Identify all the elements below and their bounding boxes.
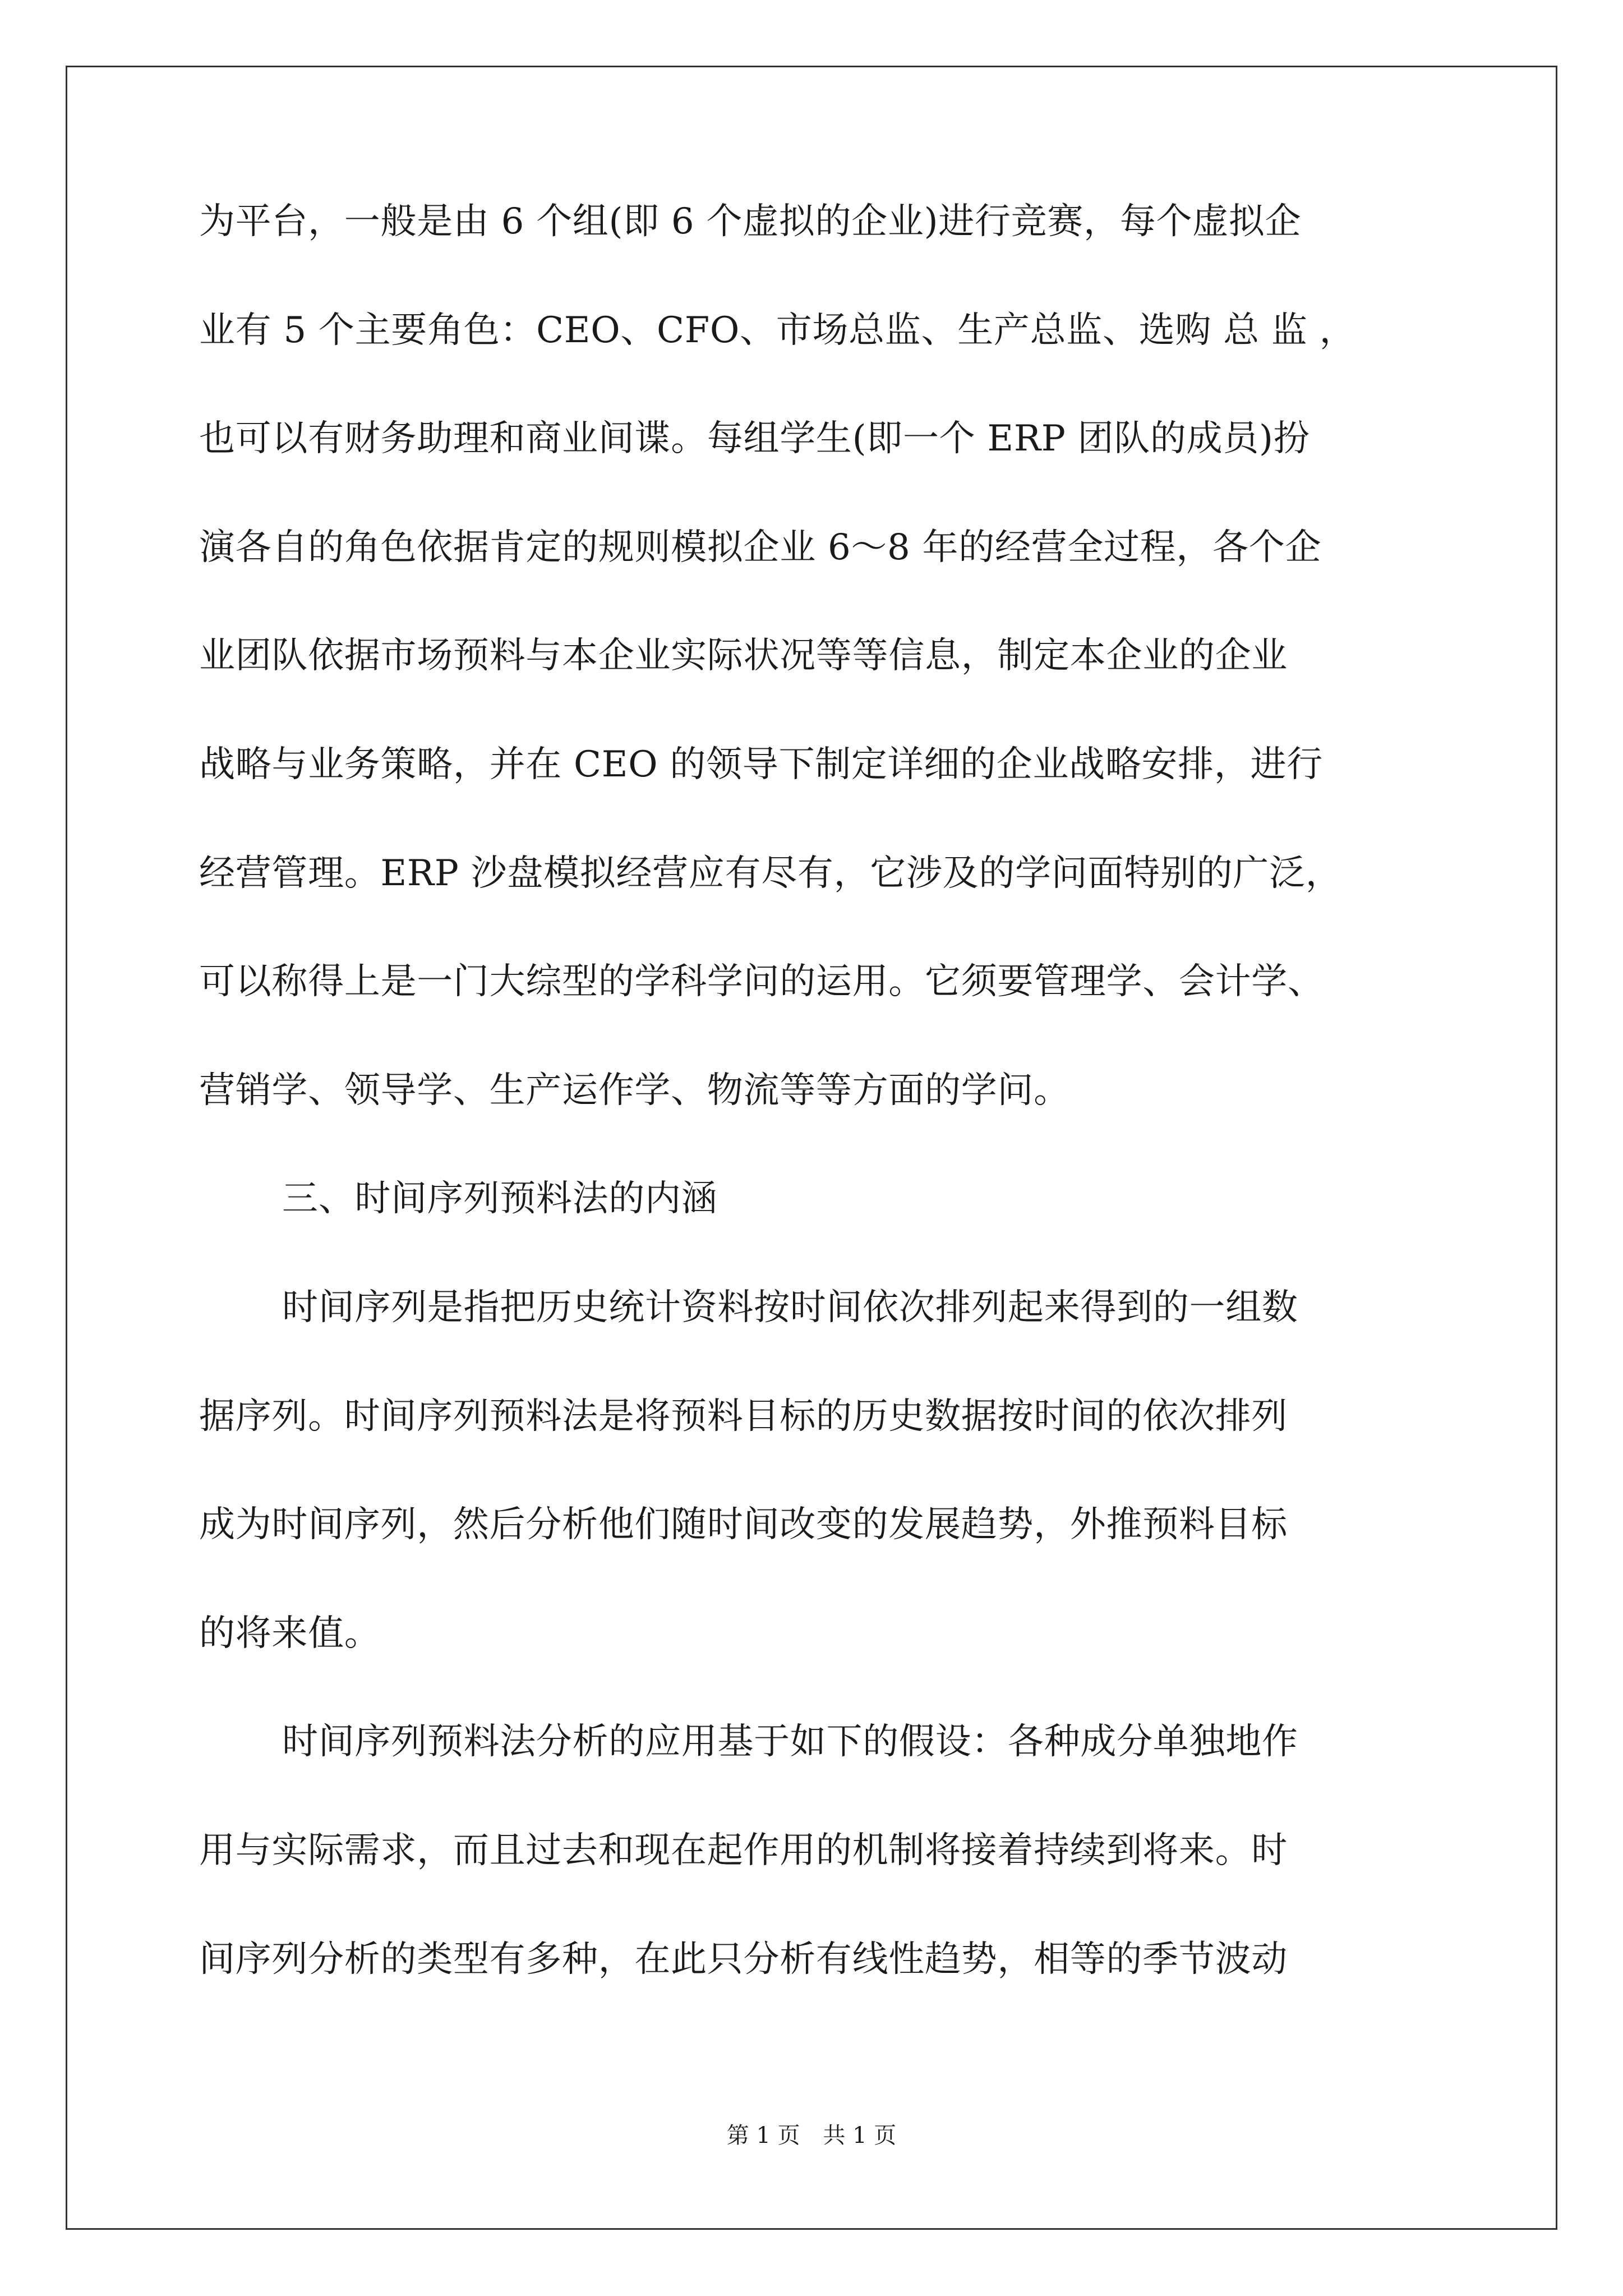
page-number: 第 1 页: [726, 2123, 800, 2148]
text-line-7: 经营管理。ERP 沙盘模拟经营应有尽有，它涉及的学问面特别的广泛，: [199, 852, 1342, 894]
document-body: [199, 199, 1438, 2045]
text-line-16: 用与实际需求，而且过去和现在起作用的机制将接着持续到将来。时: [199, 1829, 1288, 1871]
text-line-11: 时间序列是指把历史统计资料按时间依次排列起来得到的一组数: [282, 1286, 1298, 1328]
text-line-12: 据序列。时间序列预料法是将预料目标的历史数据按时间的依次排列: [199, 1395, 1288, 1437]
page-footer: [0, 2122, 1623, 2150]
text-line-3: 也可以有财务助理和商业间谍。每组学生(即一个 ERP 团队的成员)扮: [199, 418, 1310, 460]
text-line-15: 时间序列预料法分析的应用基于如下的假设：各种成分单独地作: [282, 1721, 1298, 1763]
text-line-8: 可以称得上是一门大综型的学科学问的运用。它须要管理学、会计学、: [199, 961, 1324, 1003]
text-line-5: 业团队依据市场预料与本企业实际状况等等信息，制定本企业的企业: [199, 635, 1288, 677]
text-line-6: 战略与业务策略，并在 CEO 的领导下制定详细的企业战略安排，进行: [199, 743, 1323, 785]
text-line-2: 业有 5 个主要角色：CEO、CFO、市场总监、生产总监、选购 总 监 ，: [199, 309, 1356, 351]
text-line-14: 的将来值。: [199, 1612, 381, 1654]
text-line-9: 营销学、领导学、生产运作学、物流等等方面的学问。: [199, 1069, 1070, 1111]
text-line-13: 成为时间序列，然后分析他们随时间改变的发展趋势，外推预料目标: [199, 1504, 1288, 1546]
text-line-1: 为平台，一般是由 6 个组(即 6 个虚拟的企业)进行竞赛，每个虚拟企: [199, 201, 1302, 242]
page-total: 共 1 页: [823, 2123, 897, 2148]
text-line-17: 间序列分析的类型有多种，在此只分析有线性趋势，相等的季节波动: [199, 1938, 1288, 1980]
section-heading: 三、时间序列预料法的内涵: [282, 1178, 718, 1220]
text-line-4: 演各自的角色依据肯定的规则模拟企业 6～8 年的经营全过程，各个企: [199, 526, 1322, 568]
